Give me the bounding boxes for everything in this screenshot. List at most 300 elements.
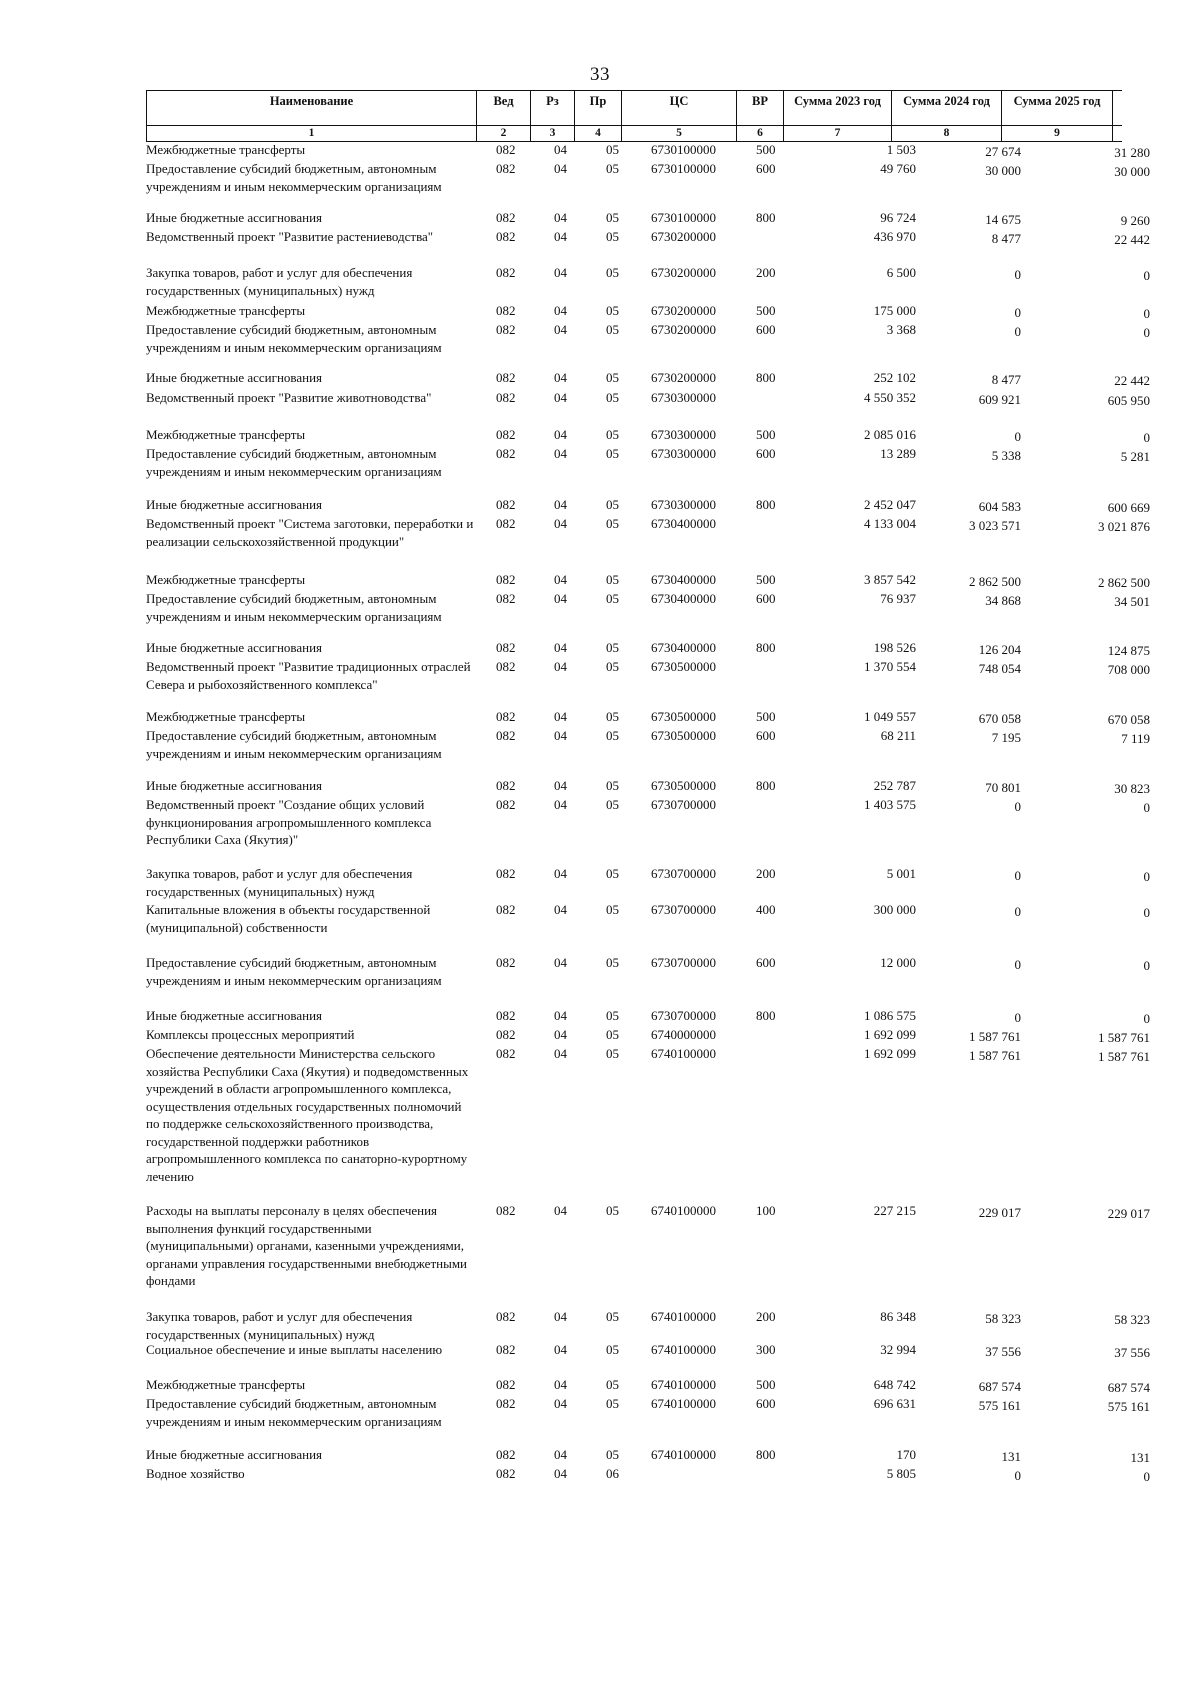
row-s2023: 252 787 (873, 778, 916, 793)
col-num-9: 9 (1001, 126, 1113, 141)
row-cs: 6730300000 (651, 497, 716, 512)
col-num-4: 4 (574, 126, 621, 141)
row-pr: 05 (606, 902, 619, 917)
row-s2025: 58 323 (1114, 1312, 1150, 1327)
table-row (146, 369, 1150, 388)
row-vr: 800 (756, 370, 776, 385)
column-numbers (146, 126, 1122, 142)
row-ved: 082 (496, 572, 516, 587)
row-s2023: 252 102 (873, 370, 916, 385)
row-s2023: 86 348 (880, 1309, 916, 1324)
row-pr: 05 (606, 659, 619, 674)
row-s2024: 0 (1014, 1468, 1021, 1483)
row-rz: 04 (554, 902, 567, 917)
table-row (146, 777, 1150, 796)
row-rz: 04 (554, 265, 567, 280)
row-pr: 05 (606, 1027, 619, 1042)
row-cs: 6740100000 (651, 1046, 716, 1061)
row-rz: 04 (554, 640, 567, 655)
row-s2025: 30 000 (1114, 164, 1150, 179)
row-ved: 082 (496, 370, 516, 385)
row-cs: 6730100000 (651, 161, 716, 176)
row-cs: 6730400000 (651, 572, 716, 587)
row-cs: 6730400000 (651, 516, 716, 531)
row-s2023: 68 211 (880, 728, 916, 743)
row-pr: 05 (606, 142, 619, 157)
table-row (146, 865, 1150, 900)
row-pr: 06 (606, 1466, 619, 1481)
row-s2024: 229 017 (978, 1205, 1021, 1220)
row-name: Иные бюджетные ассигнования (146, 1008, 323, 1023)
row-cs: 6740100000 (651, 1447, 716, 1462)
row-s2023: 170 (896, 1447, 916, 1462)
row-s2023: 1 403 575 (864, 797, 916, 812)
row-s2024: 0 (1014, 305, 1021, 320)
row-s2024: 8 477 (991, 372, 1021, 387)
row-rz: 04 (554, 1342, 567, 1357)
row-name: Межбюджетные трансферты (146, 709, 306, 724)
row-s2023: 32 994 (880, 1342, 916, 1357)
row-s2025: 31 280 (1114, 145, 1150, 160)
row-cs: 6730500000 (651, 778, 716, 793)
row-vr: 800 (756, 497, 776, 512)
row-s2024: 687 574 (978, 1379, 1021, 1394)
row-name: Закупка товаров, работ и услуг для обеспечения государственных (муниципальных) нужд (146, 866, 413, 899)
row-s2023: 3 857 542 (864, 572, 916, 587)
table-row (146, 496, 1150, 515)
row-ved: 082 (496, 265, 516, 280)
table-row (146, 209, 1150, 228)
row-name: Ведомственный проект "Система заготовки, переработки и реализации сельскохозяйственной продукции" (146, 516, 474, 549)
row-s2025: 22 442 (1114, 232, 1150, 247)
row-name: Обеспечение деятельности Министерства сельского хозяйства Республики Саха (Якутия) и подведомственных учреждений в области агропромышленного комплекса, осуществления отдельных государственных полномочий по поддержке сельскохозяйственного производства, государственной поддержки работников агропромышленного комплекса по санаторно-курортному лечению (146, 1046, 469, 1184)
row-s2025: 605 950 (1107, 393, 1150, 408)
row-s2023: 76 937 (880, 591, 916, 606)
table-row (146, 1341, 1150, 1360)
row-rz: 04 (554, 1027, 567, 1042)
header-cs: ЦС (621, 91, 736, 125)
row-cs: 6730400000 (651, 640, 716, 655)
row-s2023: 3 368 (886, 322, 916, 337)
row-s2023: 198 526 (873, 640, 916, 655)
row-cs: 6740100000 (651, 1377, 716, 1392)
row-vr: 600 (756, 728, 776, 743)
table-row (146, 1202, 1150, 1290)
table-row (146, 1026, 1150, 1045)
row-name: Межбюджетные трансферты (146, 303, 306, 318)
row-rz: 04 (554, 778, 567, 793)
row-rz: 04 (554, 322, 567, 337)
row-pr: 05 (606, 1377, 619, 1392)
row-vr: 200 (756, 1309, 776, 1324)
row-s2023: 1 370 554 (864, 659, 916, 674)
row-s2024: 0 (1014, 324, 1021, 339)
header-sum-2023: Сумма 2023 год (783, 91, 891, 125)
row-vr: 500 (756, 1377, 776, 1392)
row-rz: 04 (554, 210, 567, 225)
table-row (146, 445, 1150, 480)
row-ved: 082 (496, 659, 516, 674)
row-pr: 05 (606, 1046, 619, 1061)
row-pr: 05 (606, 161, 619, 176)
row-name: Закупка товаров, работ и услуг для обеспечения государственных (муниципальных) нужд (146, 265, 413, 298)
table-row (146, 590, 1150, 625)
row-s2025: 131 (1130, 1450, 1150, 1465)
row-rz: 04 (554, 955, 567, 970)
table-row (146, 160, 1150, 195)
row-vr: 600 (756, 591, 776, 606)
row-s2024: 748 054 (978, 661, 1021, 676)
row-name: Предоставление субсидий бюджетным, автономным учреждениям и иным некоммерческим организациям (146, 446, 442, 479)
header-sum-2025: Сумма 2025 год (1001, 91, 1113, 125)
row-vr: 200 (756, 866, 776, 881)
row-rz: 04 (554, 659, 567, 674)
row-s2024: 27 674 (985, 144, 1021, 159)
row-ved: 082 (496, 161, 516, 176)
row-s2025: 22 442 (1114, 373, 1150, 388)
row-pr: 05 (606, 1342, 619, 1357)
row-cs: 6730700000 (651, 902, 716, 917)
row-s2024: 8 477 (991, 231, 1021, 246)
row-pr: 05 (606, 866, 619, 881)
row-ved: 082 (496, 390, 516, 405)
row-s2025: 229 017 (1107, 1206, 1150, 1221)
row-vr: 400 (756, 902, 776, 917)
row-rz: 04 (554, 866, 567, 881)
table-row (146, 1007, 1150, 1026)
row-s2024: 131 (1001, 1449, 1021, 1464)
row-s2025: 9 260 (1120, 213, 1150, 228)
row-ved: 082 (496, 640, 516, 655)
header-rz: Рз (530, 91, 574, 125)
row-s2023: 1 692 099 (864, 1027, 916, 1042)
row-pr: 05 (606, 446, 619, 461)
row-s2023: 5 805 (886, 1466, 916, 1481)
row-s2024: 14 675 (985, 212, 1021, 227)
row-rz: 04 (554, 446, 567, 461)
row-name: Иные бюджетные ассигнования (146, 1447, 323, 1462)
row-name: Иные бюджетные ассигнования (146, 210, 323, 225)
row-rz: 04 (554, 497, 567, 512)
row-s2024: 58 323 (985, 1311, 1021, 1326)
row-ved: 082 (496, 1046, 516, 1061)
row-ved: 082 (496, 866, 516, 881)
row-vr: 500 (756, 572, 776, 587)
table-row (146, 264, 1150, 299)
row-ved: 082 (496, 1008, 516, 1023)
row-pr: 05 (606, 640, 619, 655)
row-name: Ведомственный проект "Развитие растениеводства" (146, 229, 434, 244)
row-s2024: 0 (1014, 904, 1021, 919)
row-name: Предоставление субсидий бюджетным, автономным учреждениям и иным некоммерческим организациям (146, 955, 442, 988)
row-cs: 6730700000 (651, 1008, 716, 1023)
row-pr: 05 (606, 1008, 619, 1023)
row-s2025: 0 (1143, 905, 1150, 920)
row-ved: 082 (496, 1342, 516, 1357)
row-s2023: 4 550 352 (864, 390, 916, 405)
row-s2023: 696 631 (873, 1396, 916, 1411)
row-rz: 04 (554, 370, 567, 385)
table-row (146, 658, 1150, 693)
row-rz: 04 (554, 572, 567, 587)
row-s2024: 0 (1014, 1010, 1021, 1025)
row-vr: 600 (756, 446, 776, 461)
row-s2023: 1 503 (886, 142, 916, 157)
row-s2024: 2 862 500 (969, 574, 1021, 589)
table-row (146, 1308, 1150, 1343)
row-rz: 04 (554, 1309, 567, 1324)
row-s2025: 0 (1143, 268, 1150, 283)
row-name: Межбюджетные трансферты (146, 142, 306, 157)
row-s2024: 126 204 (978, 642, 1021, 657)
row-ved: 082 (496, 210, 516, 225)
row-vr: 600 (756, 1396, 776, 1411)
header-sum-2024: Сумма 2024 год (891, 91, 1001, 125)
table-header (146, 90, 1122, 126)
row-name: Ведомственный проект "Создание общих условий функционирования агропромышленного комплекса Республики Саха (Якутия)" (146, 797, 432, 847)
col-num-5: 5 (621, 126, 736, 141)
row-rz: 04 (554, 1447, 567, 1462)
row-vr: 500 (756, 303, 776, 318)
row-s2025: 5 281 (1120, 449, 1150, 464)
row-ved: 082 (496, 516, 516, 531)
row-rz: 04 (554, 229, 567, 244)
row-ved: 082 (496, 591, 516, 606)
row-s2023: 4 133 004 (864, 516, 916, 531)
row-rz: 04 (554, 427, 567, 442)
row-vr: 800 (756, 1447, 776, 1462)
row-vr: 600 (756, 161, 776, 176)
row-cs: 6730300000 (651, 427, 716, 442)
row-name: Ведомственный проект "Развитие традиционных отраслей Севера и рыбохозяйственного комплекса" (146, 659, 471, 692)
row-ved: 082 (496, 322, 516, 337)
row-s2025: 575 161 (1107, 1399, 1150, 1414)
row-name: Предоставление субсидий бюджетным, автономным учреждениям и иным некоммерческим организациям (146, 322, 442, 355)
row-ved: 082 (496, 427, 516, 442)
col-num-7: 7 (783, 126, 891, 141)
table-row (146, 426, 1150, 445)
row-vr: 500 (756, 142, 776, 157)
row-s2024: 575 161 (978, 1398, 1021, 1413)
col-num-2: 2 (476, 126, 530, 141)
header-ved: Вед (476, 91, 530, 125)
row-vr: 200 (756, 265, 776, 280)
row-s2025: 30 823 (1114, 781, 1150, 796)
row-s2023: 1 086 575 (864, 1008, 916, 1023)
budget-table (146, 90, 1122, 142)
row-s2024: 1 587 761 (969, 1048, 1021, 1063)
row-ved: 082 (496, 1203, 516, 1218)
row-s2025: 0 (1143, 869, 1150, 884)
row-vr: 800 (756, 210, 776, 225)
table-row (146, 571, 1150, 590)
row-pr: 05 (606, 572, 619, 587)
row-s2024: 34 868 (985, 593, 1021, 608)
row-s2025: 124 875 (1107, 643, 1150, 658)
table-row (146, 1376, 1150, 1395)
row-ved: 082 (496, 142, 516, 157)
row-cs: 6730500000 (651, 659, 716, 674)
row-s2025: 670 058 (1107, 712, 1150, 727)
row-name: Межбюджетные трансферты (146, 1377, 306, 1392)
row-name: Иные бюджетные ассигнования (146, 778, 323, 793)
row-ved: 082 (496, 955, 516, 970)
row-name: Предоставление субсидий бюджетным, автономным учреждениям и иным некоммерческим организациям (146, 1396, 442, 1429)
header-pr: Пр (574, 91, 621, 125)
header-name: Наименование (146, 91, 476, 125)
row-cs: 6740100000 (651, 1309, 716, 1324)
row-pr: 05 (606, 427, 619, 442)
row-name: Предоставление субсидий бюджетным, автономным учреждениям и иным некоммерческим организациям (146, 591, 442, 624)
row-pr: 05 (606, 210, 619, 225)
row-vr: 600 (756, 955, 776, 970)
row-s2025: 2 862 500 (1098, 575, 1150, 590)
table-row (146, 708, 1150, 727)
row-pr: 05 (606, 497, 619, 512)
row-ved: 082 (496, 1027, 516, 1042)
row-rz: 04 (554, 1396, 567, 1411)
row-s2024: 0 (1014, 868, 1021, 883)
row-pr: 05 (606, 728, 619, 743)
table-row (146, 1395, 1150, 1430)
row-s2023: 436 970 (873, 229, 916, 244)
row-cs: 6740000000 (651, 1027, 716, 1042)
table-row (146, 228, 1150, 247)
row-vr: 500 (756, 709, 776, 724)
row-ved: 082 (496, 497, 516, 512)
row-rz: 04 (554, 591, 567, 606)
row-pr: 05 (606, 322, 619, 337)
row-s2023: 2 452 047 (864, 497, 916, 512)
row-s2023: 648 742 (873, 1377, 916, 1392)
row-pr: 05 (606, 709, 619, 724)
row-rz: 04 (554, 797, 567, 812)
row-pr: 05 (606, 955, 619, 970)
row-rz: 04 (554, 161, 567, 176)
row-cs: 6730200000 (651, 322, 716, 337)
table-row (146, 389, 1150, 408)
row-s2024: 7 195 (991, 730, 1021, 745)
row-cs: 6730500000 (651, 728, 716, 743)
row-cs: 6730300000 (651, 390, 716, 405)
row-pr: 05 (606, 265, 619, 280)
row-s2023: 49 760 (880, 161, 916, 176)
row-vr: 800 (756, 640, 776, 655)
row-ved: 082 (496, 709, 516, 724)
row-s2025: 600 669 (1107, 500, 1150, 515)
row-s2025: 0 (1143, 1469, 1150, 1484)
row-vr: 100 (756, 1203, 776, 1218)
row-ved: 082 (496, 1396, 516, 1411)
row-rz: 04 (554, 1377, 567, 1392)
table-row (146, 1045, 1150, 1185)
row-pr: 05 (606, 1447, 619, 1462)
row-s2025: 708 000 (1107, 662, 1150, 677)
row-s2023: 175 000 (873, 303, 916, 318)
row-s2023: 13 289 (880, 446, 916, 461)
row-ved: 082 (496, 1377, 516, 1392)
table-row (146, 302, 1150, 321)
row-s2024: 3 023 571 (969, 518, 1021, 533)
row-pr: 05 (606, 1396, 619, 1411)
row-s2023: 227 215 (873, 1203, 916, 1218)
row-cs: 6730100000 (651, 142, 716, 157)
row-pr: 05 (606, 797, 619, 812)
row-pr: 05 (606, 390, 619, 405)
row-s2025: 1 587 761 (1098, 1049, 1150, 1064)
row-name: Предоставление субсидий бюджетным, автономным учреждениям и иным некоммерческим организациям (146, 728, 442, 761)
row-name: Межбюджетные трансферты (146, 572, 306, 587)
row-s2023: 12 000 (880, 955, 916, 970)
row-ved: 082 (496, 1447, 516, 1462)
row-rz: 04 (554, 728, 567, 743)
row-ved: 082 (496, 229, 516, 244)
table-row (146, 1446, 1150, 1465)
row-s2023: 1 049 557 (864, 709, 916, 724)
row-rz: 04 (554, 1008, 567, 1023)
row-rz: 04 (554, 709, 567, 724)
table-row (146, 796, 1150, 849)
row-s2025: 0 (1143, 306, 1150, 321)
row-cs: 6730500000 (651, 709, 716, 724)
row-pr: 05 (606, 778, 619, 793)
row-s2024: 1 587 761 (969, 1029, 1021, 1044)
row-cs: 6740100000 (651, 1203, 716, 1218)
row-ved: 082 (496, 902, 516, 917)
row-rz: 04 (554, 1466, 567, 1481)
row-name: Закупка товаров, работ и услуг для обеспечения государственных (муниципальных) нужд (146, 1309, 413, 1342)
row-ved: 082 (496, 797, 516, 812)
row-s2024: 70 801 (985, 780, 1021, 795)
row-vr: 500 (756, 427, 776, 442)
row-rz: 04 (554, 1203, 567, 1218)
row-cs: 6730700000 (651, 866, 716, 881)
row-name: Ведомственный проект "Развитие животноводства" (146, 390, 432, 405)
row-s2023: 5 001 (886, 866, 916, 881)
row-vr: 600 (756, 322, 776, 337)
row-pr: 05 (606, 516, 619, 531)
row-ved: 082 (496, 1309, 516, 1324)
row-name: Межбюджетные трансферты (146, 427, 306, 442)
table-row (146, 901, 1150, 936)
row-rz: 04 (554, 516, 567, 531)
row-rz: 04 (554, 142, 567, 157)
row-rz: 04 (554, 303, 567, 318)
row-pr: 05 (606, 1309, 619, 1324)
row-s2024: 0 (1014, 267, 1021, 282)
row-cs: 6730200000 (651, 370, 716, 385)
row-name: Иные бюджетные ассигнования (146, 497, 323, 512)
row-name: Капитальные вложения в объекты государственной (муниципальной) собственности (146, 902, 431, 935)
row-pr: 05 (606, 303, 619, 318)
row-ved: 082 (496, 1466, 516, 1481)
row-ved: 082 (496, 303, 516, 318)
col-num-3: 3 (530, 126, 574, 141)
table-row (146, 515, 1150, 550)
row-s2025: 0 (1143, 958, 1150, 973)
row-name: Иные бюджетные ассигнования (146, 640, 323, 655)
row-s2023: 2 085 016 (864, 427, 916, 442)
row-s2025: 3 021 876 (1098, 519, 1150, 534)
table-row (146, 727, 1150, 762)
row-cs: 6730200000 (651, 265, 716, 280)
row-pr: 05 (606, 591, 619, 606)
row-ved: 082 (496, 446, 516, 461)
row-s2025: 0 (1143, 430, 1150, 445)
row-rz: 04 (554, 390, 567, 405)
row-cs: 6730200000 (651, 229, 716, 244)
row-s2024: 0 (1014, 799, 1021, 814)
